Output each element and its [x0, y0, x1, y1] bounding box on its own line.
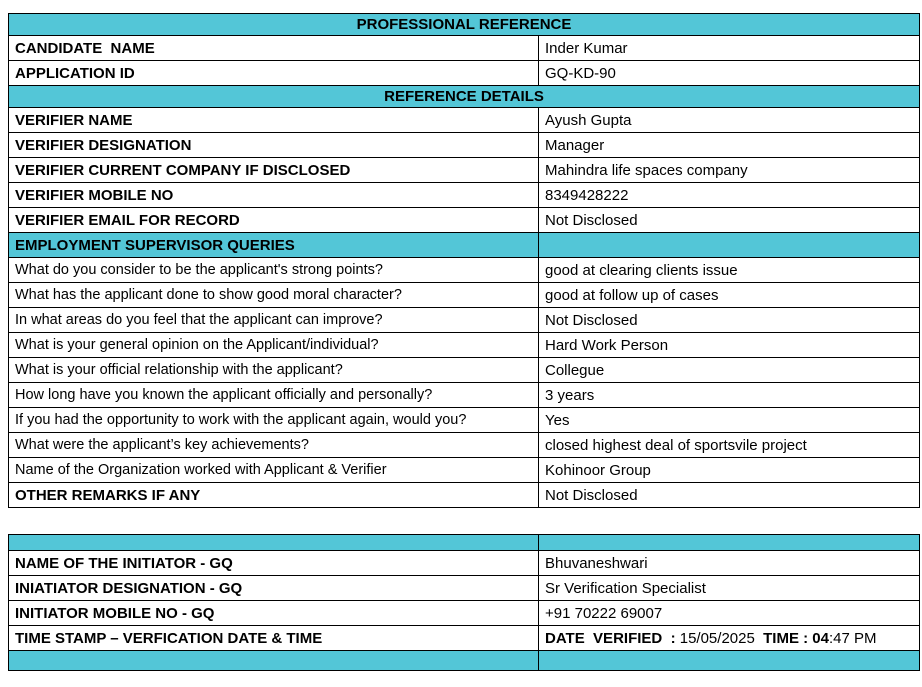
question-cell: What were the applicant’s key achievements? [9, 433, 539, 458]
value-cell: Sr Verification Specialist [539, 576, 920, 601]
label-cell: VERIFIER MOBILE NO [9, 183, 539, 208]
section-header-supervisor-queries: EMPLOYMENT SUPERVISOR QUERIES [9, 233, 539, 258]
label-cell: VERIFIER CURRENT COMPANY IF DISCLOSED [9, 158, 539, 183]
label-cell: INITIATOR MOBILE NO - GQ [9, 601, 539, 626]
answer-cell: Hard Work Person [539, 333, 920, 358]
label-cell: APPLICATION ID [9, 61, 539, 86]
question-cell: Name of the Organization worked with Applicant & Verifier [9, 458, 539, 483]
value-cell: Mahindra life spaces company [539, 158, 920, 183]
table-row [9, 601, 920, 626]
table-row [9, 458, 920, 483]
question-cell: What has the applicant done to show good moral character? [9, 283, 539, 308]
label-cell: INIATIATOR DESIGNATION - GQ [9, 576, 539, 601]
label-cell: VERIFIER DESIGNATION [9, 133, 539, 158]
table-row [9, 208, 920, 233]
value-cell: Bhuvaneshwari [539, 551, 920, 576]
table-row [9, 576, 920, 601]
table-row [9, 308, 920, 333]
table-row [9, 86, 920, 108]
answer-cell: good at clearing clients issue [539, 258, 920, 283]
initiator-table [8, 534, 920, 671]
divider-row-cell [9, 535, 539, 551]
label-cell: TIME STAMP – VERFICATION DATE & TIME [9, 626, 539, 651]
label-cell: CANDIDATE NAME [9, 36, 539, 61]
timestamp-value-cell [539, 626, 920, 651]
table-row [9, 483, 920, 508]
value-cell: Manager [539, 133, 920, 158]
label-cell: VERIFIER EMAIL FOR RECORD [9, 208, 539, 233]
value-cell: Not Disclosed [539, 483, 920, 508]
date-verified-label: DATE VERIFIED : [545, 629, 680, 647]
answer-cell: Yes [539, 408, 920, 433]
table-row [9, 333, 920, 358]
value-cell: Inder Kumar [539, 36, 920, 61]
table-row [9, 535, 920, 551]
question-cell: In what areas do you feel that the applicant can improve? [9, 308, 539, 333]
reference-table [8, 13, 920, 508]
question-cell: What is your official relationship with the applicant? [9, 358, 539, 383]
value-cell: 8349428222 [539, 183, 920, 208]
divider-row-cell [539, 535, 920, 551]
table-gap [8, 508, 919, 534]
answer-cell: 3 years [539, 383, 920, 408]
table-row [9, 61, 920, 86]
value-cell: Ayush Gupta [539, 108, 920, 133]
table-row [9, 358, 920, 383]
time-verified-value: :47 PM [829, 629, 877, 647]
table-row [9, 651, 920, 671]
answer-cell: Collegue [539, 358, 920, 383]
table-row [9, 233, 920, 258]
table-row [9, 551, 920, 576]
label-cell: VERIFIER NAME [9, 108, 539, 133]
footer-divider-cell [539, 651, 920, 671]
value-cell: +91 70222 69007 [539, 601, 920, 626]
answer-cell: Not Disclosed [539, 308, 920, 333]
table-row [9, 383, 920, 408]
section-header-reference-details: REFERENCE DETAILS [9, 86, 920, 108]
footer-divider-cell [9, 651, 539, 671]
table-row [9, 258, 920, 283]
table-row [9, 626, 920, 651]
question-cell: If you had the opportunity to work with the applicant again, would you? [9, 408, 539, 433]
section-header-spacer-cell [539, 233, 920, 258]
label-cell: NAME OF THE INITIATOR - GQ [9, 551, 539, 576]
document-title: PROFESSIONAL REFERENCE [9, 14, 920, 36]
table-row [9, 183, 920, 208]
table-row [9, 133, 920, 158]
value-cell: Not Disclosed [539, 208, 920, 233]
answer-cell: closed highest deal of sportsvile project [539, 433, 920, 458]
table-row [9, 108, 920, 133]
table-row [9, 408, 920, 433]
table-row [9, 158, 920, 183]
question-cell: What is your general opinion on the Applicant/individual? [9, 333, 539, 358]
date-verified-value: 15/05/2025 [679, 629, 755, 647]
answer-cell: good at follow up of cases [539, 283, 920, 308]
value-cell: GQ-KD-90 [539, 61, 920, 86]
table-row [9, 283, 920, 308]
table-row [9, 14, 920, 36]
label-cell: OTHER REMARKS IF ANY [9, 483, 539, 508]
table-row [9, 36, 920, 61]
answer-cell: Kohinoor Group [539, 458, 920, 483]
time-verified-label: TIME : 04 [754, 629, 829, 647]
table-row [9, 433, 920, 458]
question-cell: What do you consider to be the applicant's strong points? [9, 258, 539, 283]
question-cell: How long have you known the applicant officially and personally? [9, 383, 539, 408]
